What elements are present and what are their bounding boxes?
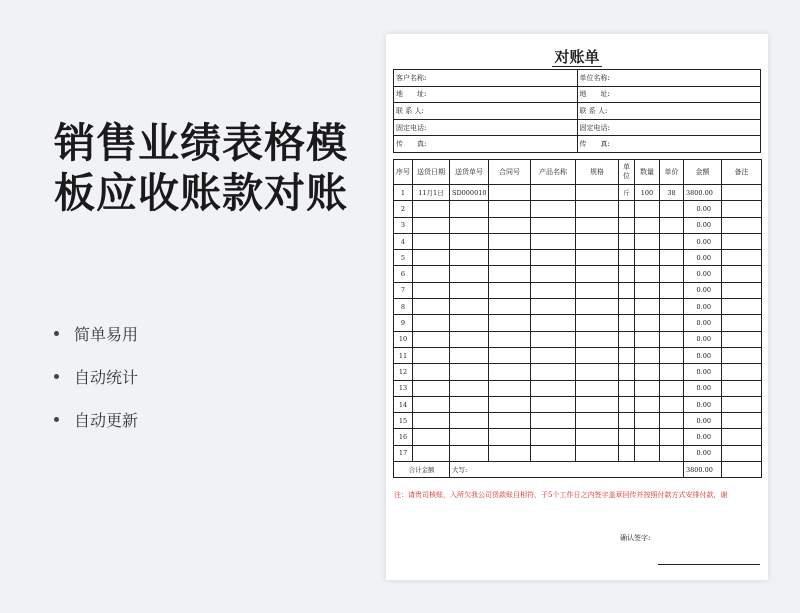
cell-price[interactable] [660, 233, 684, 249]
cell-spec[interactable] [576, 217, 619, 233]
cell-order[interactable] [450, 201, 489, 217]
cell-unit[interactable] [619, 429, 635, 445]
cell-qty[interactable] [635, 266, 660, 282]
cell-date[interactable] [413, 250, 450, 266]
cell-order[interactable] [450, 347, 489, 363]
cell-remark[interactable] [722, 299, 762, 315]
total-amount: 3800.00 [684, 462, 722, 478]
info-field-right[interactable]: 地 址: [577, 86, 761, 103]
promo-title-line-1: 销售业绩表格模 [54, 119, 348, 167]
cell-price[interactable] [660, 413, 684, 429]
cell-qty[interactable]: 100 [635, 185, 660, 201]
cell-qty[interactable] [635, 347, 660, 363]
cell-price[interactable] [660, 429, 684, 445]
cell-seq[interactable]: 10 [394, 331, 413, 347]
payment-note: 注：请贵司核账，入所欠我公司货款账目相符，于5个工作日之内签字盖章回传并按照付款方式安排付款，谢 [394, 491, 728, 499]
cell-qty[interactable] [635, 233, 660, 249]
cell-amount[interactable]: 0.00 [684, 233, 722, 249]
statement-sheet [386, 34, 768, 580]
cell-spec[interactable] [576, 250, 619, 266]
cell-qty[interactable] [635, 380, 660, 396]
cell-date[interactable] [413, 429, 450, 445]
cell-product[interactable] [531, 266, 576, 282]
info-field-left[interactable]: 联 系 人: [394, 103, 578, 120]
cell-amount[interactable]: 0.00 [684, 250, 722, 266]
cell-remark[interactable] [722, 347, 762, 363]
table-header-row [394, 160, 762, 185]
cell-seq[interactable]: 16 [394, 429, 413, 445]
cell-spec[interactable] [576, 429, 619, 445]
cell-qty[interactable] [635, 282, 660, 298]
cell-seq[interactable]: 11 [394, 347, 413, 363]
cell-product[interactable] [531, 364, 576, 380]
cell-contract[interactable] [489, 413, 531, 429]
table-row [394, 331, 762, 347]
feature-label: 简单易用 [74, 325, 139, 344]
cell-date[interactable] [413, 217, 450, 233]
cell-unit[interactable] [619, 396, 635, 412]
column-header: 单价 [660, 160, 684, 185]
cell-contract[interactable] [489, 217, 531, 233]
cell-amount[interactable]: 0.00 [684, 266, 722, 282]
cell-qty[interactable] [635, 250, 660, 266]
table-row [394, 429, 762, 445]
cell-seq[interactable]: 4 [394, 233, 413, 249]
cell-remark[interactable] [722, 185, 762, 201]
cell-qty[interactable] [635, 413, 660, 429]
column-header: 数量 [635, 160, 660, 185]
cell-order[interactable] [450, 445, 489, 461]
info-field-left[interactable]: 地 址: [394, 86, 578, 103]
info-row [394, 103, 761, 120]
cell-unit[interactable] [619, 380, 635, 396]
cell-unit[interactable]: 斤 [619, 185, 635, 201]
bullet-icon [54, 331, 59, 336]
cell-product[interactable] [531, 380, 576, 396]
cell-product[interactable] [531, 217, 576, 233]
table-row [394, 364, 762, 380]
cell-seq[interactable]: 5 [394, 250, 413, 266]
table-row [394, 396, 762, 412]
cell-remark[interactable] [722, 331, 762, 347]
cell-amount[interactable]: 0.00 [684, 396, 722, 412]
info-field-right[interactable]: 单位名称: [577, 70, 761, 87]
feature-item [54, 355, 138, 398]
cell-date[interactable] [413, 413, 450, 429]
cell-product[interactable] [531, 396, 576, 412]
cell-spec[interactable] [576, 396, 619, 412]
info-row [394, 70, 761, 87]
cell-amount[interactable]: 0.00 [684, 413, 722, 429]
cell-date[interactable] [413, 299, 450, 315]
total-label: 合计金额 [394, 462, 450, 478]
cell-spec[interactable] [576, 364, 619, 380]
feature-item [54, 312, 138, 355]
cell-seq[interactable]: 3 [394, 217, 413, 233]
cell-date[interactable]: 11月1日 [413, 185, 450, 201]
cell-remark[interactable] [722, 429, 762, 445]
cell-remark[interactable] [722, 266, 762, 282]
cell-product[interactable] [531, 413, 576, 429]
cell-unit[interactable] [619, 201, 635, 217]
column-header: 金额 [684, 160, 722, 185]
cell-unit[interactable] [619, 315, 635, 331]
cell-order[interactable] [450, 250, 489, 266]
table-row [394, 201, 762, 217]
table-row [394, 445, 762, 461]
cell-spec[interactable] [576, 380, 619, 396]
cell-date[interactable] [413, 347, 450, 363]
cell-seq[interactable]: 9 [394, 315, 413, 331]
cell-product[interactable] [531, 445, 576, 461]
cell-amount[interactable]: 0.00 [684, 282, 722, 298]
total-remark[interactable] [722, 462, 762, 478]
info-row [394, 119, 761, 136]
cell-contract[interactable] [489, 429, 531, 445]
table-row [394, 217, 762, 233]
cell-price[interactable] [660, 396, 684, 412]
cell-spec[interactable] [576, 233, 619, 249]
cell-date[interactable] [413, 331, 450, 347]
cell-price[interactable] [660, 380, 684, 396]
cell-order[interactable] [450, 331, 489, 347]
statement-table [393, 159, 762, 478]
cell-contract[interactable] [489, 282, 531, 298]
cell-date[interactable] [413, 380, 450, 396]
cell-seq[interactable]: 17 [394, 445, 413, 461]
cell-qty[interactable] [635, 315, 660, 331]
column-header: 送货日期 [413, 160, 450, 185]
cell-price[interactable] [660, 364, 684, 380]
table-row [394, 266, 762, 282]
table-row [394, 299, 762, 315]
table-row [394, 250, 762, 266]
info-field-left[interactable]: 固定电话: [394, 119, 578, 136]
cell-spec[interactable] [576, 299, 619, 315]
cell-order[interactable] [450, 266, 489, 282]
column-header: 单位 [619, 160, 635, 185]
cell-spec[interactable] [576, 201, 619, 217]
cell-product[interactable] [531, 201, 576, 217]
cell-amount[interactable]: 3800.00 [684, 185, 722, 201]
cell-amount[interactable]: 0.00 [684, 445, 722, 461]
column-header: 规格 [576, 160, 619, 185]
cell-date[interactable] [413, 315, 450, 331]
cell-spec[interactable] [576, 266, 619, 282]
cell-order[interactable] [450, 233, 489, 249]
cell-order[interactable] [450, 429, 489, 445]
info-row [394, 136, 761, 153]
cell-unit[interactable] [619, 331, 635, 347]
cell-remark[interactable] [722, 217, 762, 233]
cell-order[interactable] [450, 413, 489, 429]
cell-spec[interactable] [576, 413, 619, 429]
cell-amount[interactable]: 0.00 [684, 201, 722, 217]
cell-amount[interactable]: 0.00 [684, 380, 722, 396]
column-header: 送货单号 [450, 160, 489, 185]
column-header: 备注 [722, 160, 762, 185]
cell-unit[interactable] [619, 413, 635, 429]
cell-seq[interactable]: 8 [394, 299, 413, 315]
cell-contract[interactable] [489, 347, 531, 363]
cell-product[interactable] [531, 315, 576, 331]
feature-label: 自动统计 [74, 368, 139, 387]
cell-order[interactable]: SD000010 [450, 185, 489, 201]
cell-contract[interactable] [489, 380, 531, 396]
cell-price[interactable] [660, 445, 684, 461]
feature-label: 自动更新 [74, 411, 139, 430]
cell-seq[interactable]: 14 [394, 396, 413, 412]
cell-product[interactable] [531, 185, 576, 201]
cell-qty[interactable] [635, 299, 660, 315]
cell-date[interactable] [413, 445, 450, 461]
column-header: 序号 [394, 160, 413, 185]
cell-contract[interactable] [489, 331, 531, 347]
column-header: 合同号 [489, 160, 531, 185]
feature-item [54, 398, 138, 441]
cell-qty[interactable] [635, 396, 660, 412]
cell-remark[interactable] [722, 364, 762, 380]
cell-price[interactable] [660, 266, 684, 282]
cell-product[interactable] [531, 429, 576, 445]
total-row [394, 462, 762, 478]
cell-qty[interactable] [635, 331, 660, 347]
cell-contract[interactable] [489, 266, 531, 282]
cell-seq[interactable]: 1 [394, 185, 413, 201]
cell-seq[interactable]: 6 [394, 266, 413, 282]
cell-contract[interactable] [489, 201, 531, 217]
cell-product[interactable] [531, 331, 576, 347]
cell-remark[interactable] [722, 282, 762, 298]
cell-price[interactable] [660, 201, 684, 217]
cell-spec[interactable] [576, 282, 619, 298]
cell-amount[interactable]: 0.00 [684, 315, 722, 331]
cell-amount[interactable]: 0.00 [684, 347, 722, 363]
cell-unit[interactable] [619, 299, 635, 315]
cell-date[interactable] [413, 364, 450, 380]
table-row [394, 185, 762, 201]
cell-contract[interactable] [489, 250, 531, 266]
cell-order[interactable] [450, 315, 489, 331]
table-row [394, 233, 762, 249]
cell-qty[interactable] [635, 217, 660, 233]
sheet-title: 对账单 [554, 48, 600, 66]
cell-date[interactable] [413, 282, 450, 298]
cell-price[interactable] [660, 250, 684, 266]
cell-remark[interactable] [722, 445, 762, 461]
cell-contract[interactable] [489, 233, 531, 249]
cell-unit[interactable] [619, 364, 635, 380]
cell-remark[interactable] [722, 233, 762, 249]
cell-product[interactable] [531, 347, 576, 363]
cell-amount[interactable]: 0.00 [684, 299, 722, 315]
cell-contract[interactable] [489, 396, 531, 412]
total-caps-field[interactable]: 大写: [450, 462, 684, 478]
info-field-right[interactable]: 固定电话: [577, 119, 761, 136]
cell-spec[interactable] [576, 185, 619, 201]
cell-order[interactable] [450, 217, 489, 233]
cell-order[interactable] [450, 364, 489, 380]
cell-remark[interactable] [722, 250, 762, 266]
cell-price[interactable] [660, 315, 684, 331]
bullet-icon [54, 417, 59, 422]
cell-spec[interactable] [576, 445, 619, 461]
cell-unit[interactable] [619, 217, 635, 233]
cell-seq[interactable]: 15 [394, 413, 413, 429]
cell-unit[interactable] [619, 347, 635, 363]
cell-product[interactable] [531, 233, 576, 249]
cell-order[interactable] [450, 396, 489, 412]
info-field-right[interactable]: 传 真: [577, 136, 761, 153]
info-row [394, 86, 761, 103]
cell-amount[interactable]: 0.00 [684, 217, 722, 233]
cell-date[interactable] [413, 201, 450, 217]
cell-unit[interactable] [619, 250, 635, 266]
cell-remark[interactable] [722, 396, 762, 412]
cell-amount[interactable]: 0.00 [684, 364, 722, 380]
feature-list [54, 312, 138, 441]
cell-spec[interactable] [576, 347, 619, 363]
table-row [394, 380, 762, 396]
cell-qty[interactable] [635, 429, 660, 445]
cell-unit[interactable] [619, 282, 635, 298]
cell-date[interactable] [413, 396, 450, 412]
cell-seq[interactable]: 2 [394, 201, 413, 217]
cell-spec[interactable] [576, 331, 619, 347]
promo-title [54, 118, 348, 218]
cell-price[interactable] [660, 217, 684, 233]
cell-product[interactable] [531, 299, 576, 315]
cell-date[interactable] [413, 266, 450, 282]
cell-contract[interactable] [489, 299, 531, 315]
promo-title-line-2: 板应收账款对账 [54, 169, 348, 217]
cell-order[interactable] [450, 299, 489, 315]
column-header: 产品名称 [531, 160, 576, 185]
cell-contract[interactable] [489, 185, 531, 201]
cell-date[interactable] [413, 233, 450, 249]
info-field-left[interactable]: 传 真: [394, 136, 578, 153]
cell-remark[interactable] [722, 380, 762, 396]
cell-price[interactable] [660, 282, 684, 298]
signature-line [658, 564, 760, 565]
cell-qty[interactable] [635, 201, 660, 217]
cell-product[interactable] [531, 250, 576, 266]
bullet-icon [54, 374, 59, 379]
cell-qty[interactable] [635, 364, 660, 380]
table-row [394, 282, 762, 298]
cell-unit[interactable] [619, 233, 635, 249]
cell-spec[interactable] [576, 315, 619, 331]
cell-unit[interactable] [619, 266, 635, 282]
cell-seq[interactable]: 7 [394, 282, 413, 298]
cell-order[interactable] [450, 282, 489, 298]
cell-price[interactable] [660, 331, 684, 347]
table-row [394, 315, 762, 331]
cell-order[interactable] [450, 380, 489, 396]
cell-price[interactable] [660, 347, 684, 363]
table-row [394, 413, 762, 429]
cell-remark[interactable] [722, 413, 762, 429]
cell-unit[interactable] [619, 445, 635, 461]
cell-amount[interactable]: 0.00 [684, 429, 722, 445]
table-row [394, 347, 762, 363]
cell-contract[interactable] [489, 445, 531, 461]
info-table [393, 69, 761, 153]
info-field-right[interactable]: 联 系 人: [577, 103, 761, 120]
cell-remark[interactable] [722, 201, 762, 217]
cell-qty[interactable] [635, 445, 660, 461]
confirm-signature-label: 确认签字: [620, 534, 651, 542]
cell-product[interactable] [531, 282, 576, 298]
cell-contract[interactable] [489, 315, 531, 331]
cell-price[interactable] [660, 299, 684, 315]
cell-remark[interactable] [722, 315, 762, 331]
cell-seq[interactable]: 13 [394, 380, 413, 396]
cell-seq[interactable]: 12 [394, 364, 413, 380]
info-field-left[interactable]: 客户名称: [394, 70, 578, 87]
cell-contract[interactable] [489, 364, 531, 380]
cell-amount[interactable]: 0.00 [684, 331, 722, 347]
cell-price[interactable]: 38 [660, 185, 684, 201]
